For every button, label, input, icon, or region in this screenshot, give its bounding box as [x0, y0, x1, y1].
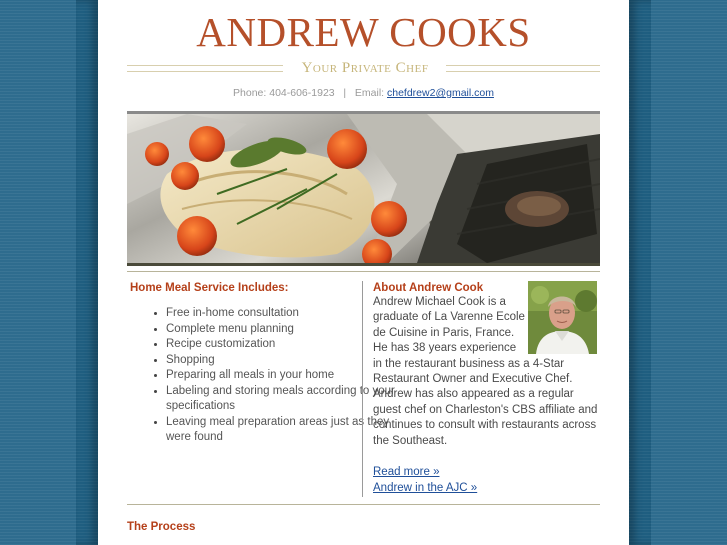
about-heading: About Andrew Cook [373, 282, 484, 294]
list-item: • Complete menu planning [166, 322, 396, 338]
services-heading: Home Meal Service Includes: [130, 282, 289, 294]
hero-food-image [127, 111, 600, 266]
bio-line: He has 38 years experience [373, 342, 517, 355]
services-list [128, 306, 396, 446]
ajc-article-link[interactable]: Andrew in the AJC » [373, 482, 478, 494]
section-divider-bottom [127, 504, 600, 505]
list-item: • Free in-home consultation [166, 306, 396, 322]
bio-line: continues to consult with restaurants across [373, 419, 597, 432]
bio-line: graduate of La Varenne Ecole [373, 311, 525, 324]
contact-bar [98, 87, 629, 99]
bio-line: the Southeast. [373, 434, 448, 447]
site-title[interactable]: ANDREW COOKS [196, 9, 531, 55]
chef-portrait-illustration [528, 281, 597, 354]
phone-text: Phone: 404-606-1923 [233, 87, 335, 99]
site-tagline: Your Private Chef [301, 60, 429, 76]
column-divider [362, 281, 363, 497]
list-item: • Shopping [166, 353, 396, 369]
left-border-band [76, 0, 98, 545]
bio-line: Andrew has also appeared as a regular [373, 388, 574, 401]
bio-line: de Cuisine in Paris, France. [373, 326, 515, 339]
list-item: • Labeling and storing meals according to your specifications [166, 384, 396, 415]
list-item: • Leaving meal preparation areas just as they were found [166, 415, 396, 446]
contact-separator: | [343, 87, 347, 99]
section-divider-top [127, 271, 600, 272]
list-item: • Recipe customization [166, 337, 396, 353]
tagline-row [127, 60, 600, 76]
bio-line: guest chef on Charleston's CBS affiliate and [373, 403, 598, 416]
chef-portrait-photo [528, 281, 597, 354]
read-more-link[interactable]: Read more » [373, 466, 440, 478]
bio-line: in the restaurant business as a 4-Star [373, 357, 565, 370]
process-heading: The Process [127, 521, 196, 533]
bio-line: Andrew Michael Cook is a [373, 296, 506, 308]
tagline-rule-left [127, 65, 283, 72]
hero-food-illustration [127, 114, 600, 263]
email-label: Email: [354, 87, 385, 99]
right-border-band [629, 0, 651, 545]
email-link[interactable]: chefdrew2@gmail.com [387, 87, 494, 99]
list-item: • Preparing all meals in your home [166, 368, 396, 384]
page-container [98, 0, 629, 545]
tagline-rule-right [446, 65, 600, 72]
bio-line: Restaurant Owner and Executive Chef. [373, 373, 573, 386]
